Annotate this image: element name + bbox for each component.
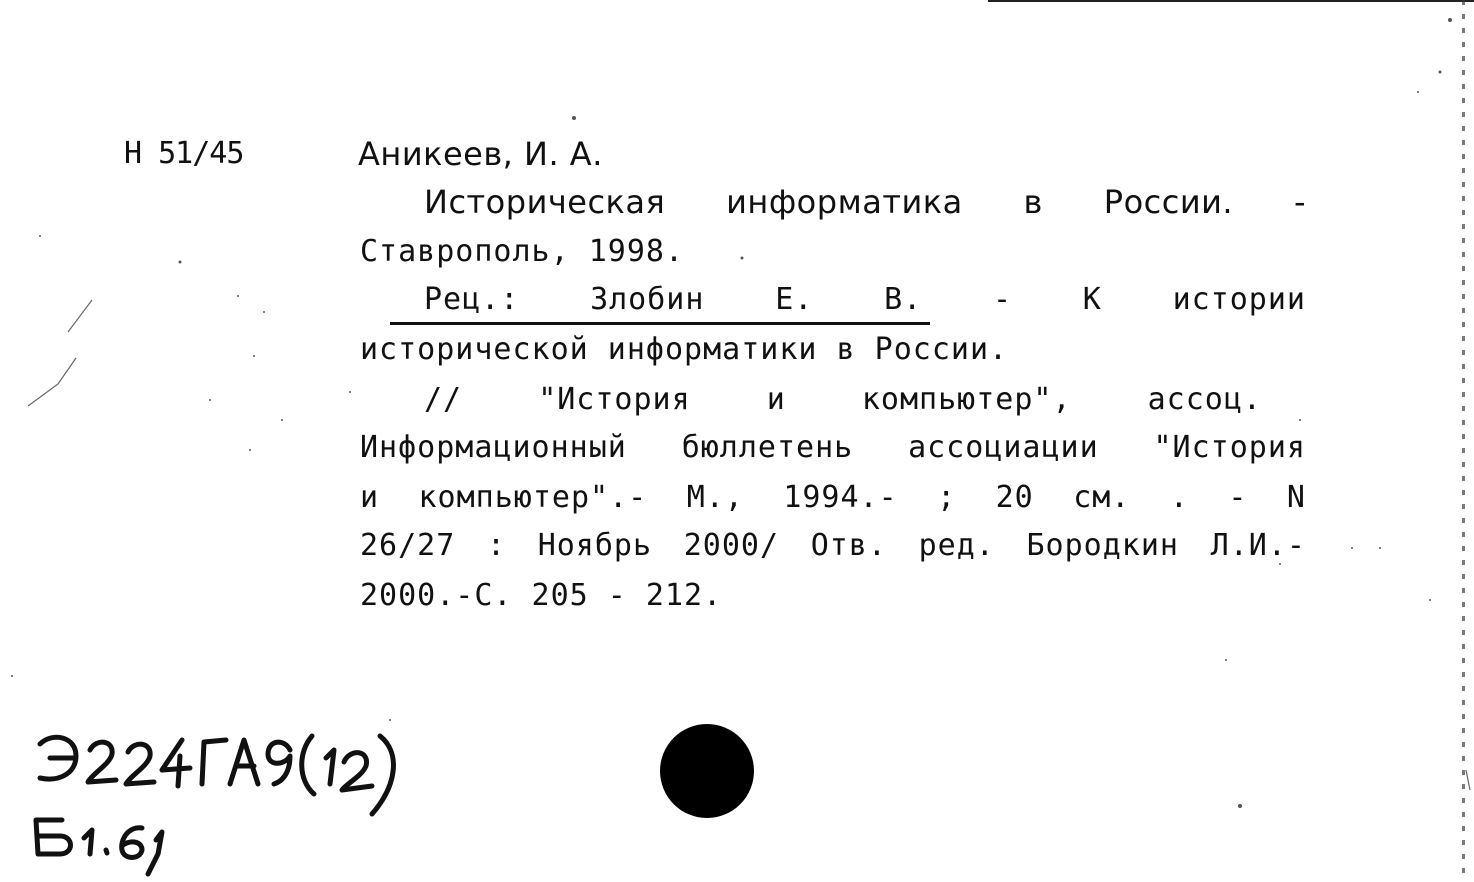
review-word: истории <box>1172 282 1306 317</box>
source-word: Информационный <box>360 430 627 465</box>
title-word: Историческая <box>424 183 666 221</box>
source-word: "История <box>538 382 691 417</box>
source-word: и <box>360 480 380 515</box>
review-continuation: исторической информатики в России. <box>360 332 1009 367</box>
review-word: Злобин <box>590 282 705 317</box>
review-word: - <box>992 282 1012 317</box>
source-word: ; <box>937 480 957 515</box>
title-word: информатика <box>726 183 963 221</box>
source-word: и <box>766 382 786 417</box>
review-word: В. <box>884 282 923 317</box>
source-word: ассоциации <box>908 430 1099 465</box>
source-word: // <box>424 382 463 417</box>
source-word: бюллетень <box>681 430 854 465</box>
page-range: 2000.-С. 205 - 212. <box>360 578 723 613</box>
review-word: К <box>1082 282 1102 317</box>
review-word: Рец.: <box>424 282 520 317</box>
source-word: : <box>486 528 507 563</box>
source-word: . <box>1169 480 1189 515</box>
source-word: Отв. <box>810 528 887 563</box>
source-word: компьютер".- <box>418 480 648 515</box>
source-word: N <box>1286 480 1306 515</box>
review-word: Е. <box>775 282 814 317</box>
source-word: 2000/ <box>683 528 780 563</box>
title-word: в <box>1023 183 1043 221</box>
publication-place: Ставрополь, 1998. <box>360 234 685 269</box>
source-word: 20 <box>995 480 1034 515</box>
source-word: ассоц. <box>1147 382 1262 417</box>
source-word: ред. <box>918 528 995 563</box>
source-word: "История <box>1153 430 1306 465</box>
title-word: России. <box>1103 183 1234 221</box>
source-word: 1994.- <box>783 480 898 515</box>
source-word: Бородкин <box>1026 528 1179 563</box>
source-word: 26/27 <box>360 528 456 563</box>
source-word: - <box>1228 480 1248 515</box>
source-word: Л.И.- <box>1210 528 1306 563</box>
source-word: компьютер", <box>861 382 1072 417</box>
title-word: - <box>1293 183 1306 221</box>
source-word: М., <box>686 480 744 515</box>
shelfmark: Н 51/45 <box>124 136 244 171</box>
source-word: см. <box>1073 480 1131 515</box>
source-word: Ноябрь <box>537 528 653 563</box>
author: Аникеев, И. А. <box>358 135 603 173</box>
